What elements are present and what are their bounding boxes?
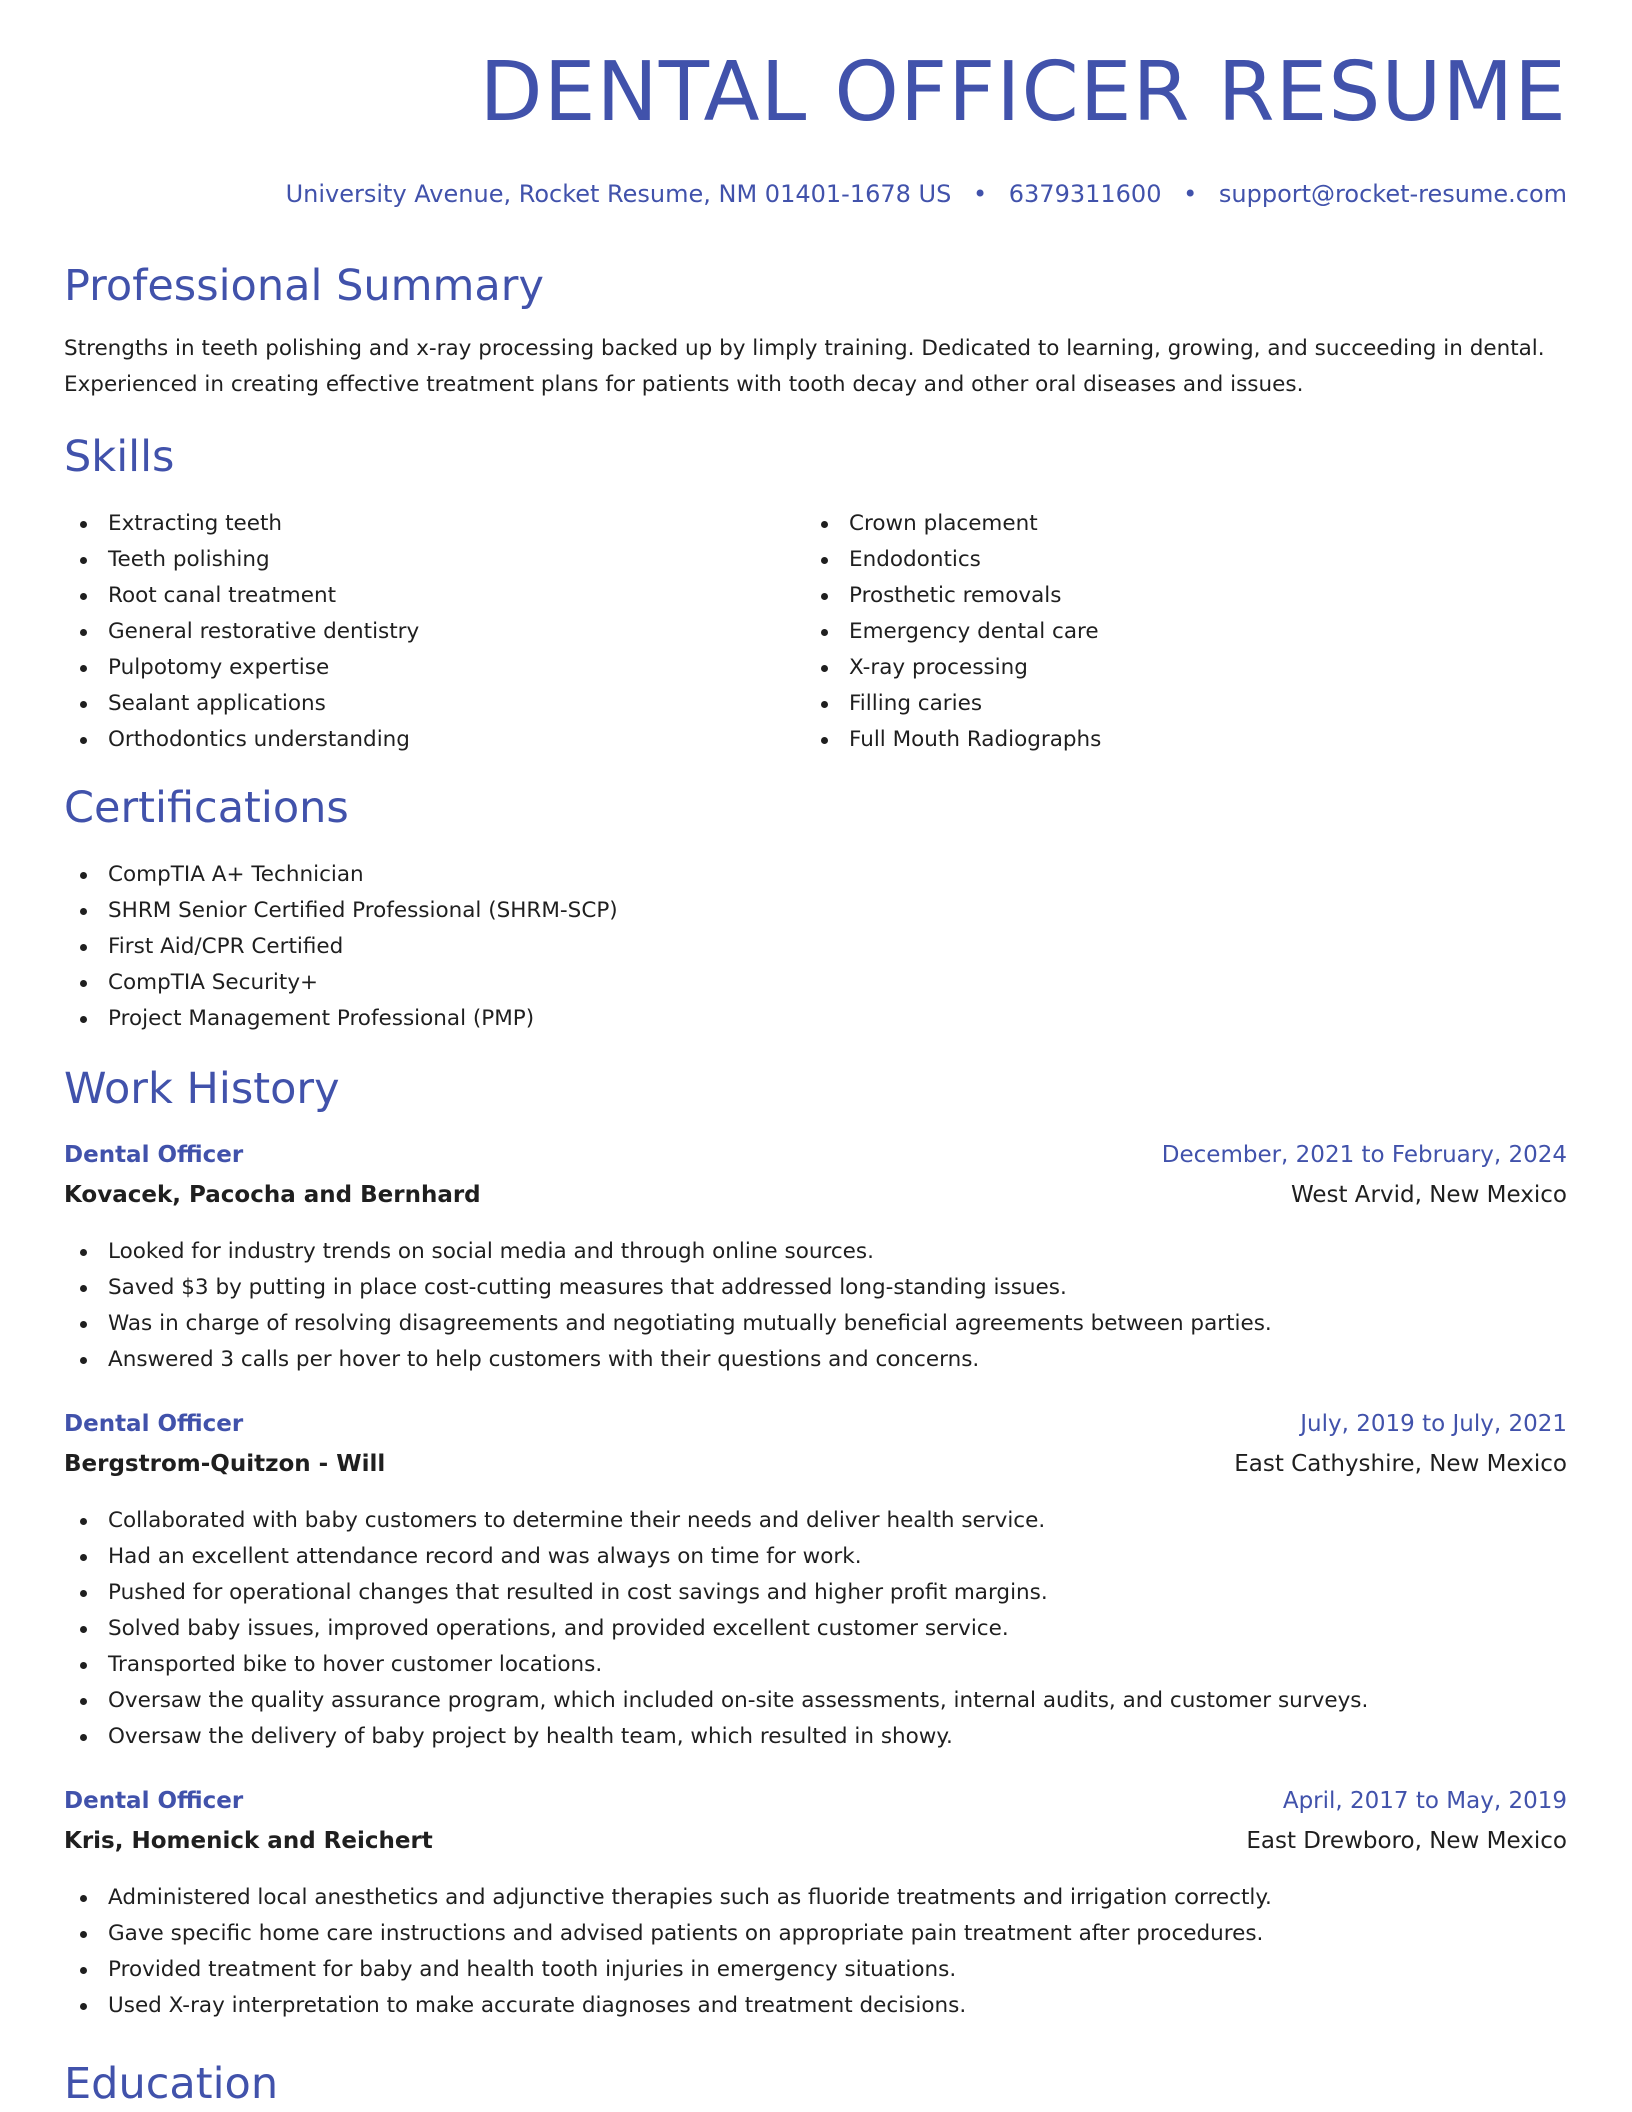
job-company-row bbox=[64, 1828, 1567, 1860]
list-item: Prosthetic removals bbox=[805, 578, 1101, 614]
job-dates: April, 2017 to May, 2019 bbox=[1282, 1788, 1567, 1814]
list-item: Answered 3 calls per hover to help customers with their questions and concerns. bbox=[64, 1342, 1272, 1378]
job-company: Kovacek, Pacocha and Bernhard bbox=[64, 1182, 481, 1208]
list-item: Orthodontics understanding bbox=[64, 722, 419, 758]
resume-title: DENTAL OFFICER RESUME bbox=[479, 45, 1567, 140]
list-item: First Aid/CPR Certified bbox=[64, 929, 618, 965]
job-location: East Drewboro, New Mexico bbox=[1246, 1828, 1567, 1854]
list-item: Pushed for operational changes that resulted in cost savings and higher profit margins. bbox=[64, 1575, 1368, 1611]
certifications-heading: Certifications bbox=[64, 783, 349, 833]
list-item: Administered local anesthetics and adjunctive therapies such as fluoride treatments and irrigation correctly. bbox=[64, 1880, 1272, 1916]
job-bullets bbox=[64, 1503, 1368, 1755]
list-item: Provided treatment for baby and health tooth injuries in emergency situations. bbox=[64, 1952, 1272, 1988]
contact-address: University Avenue, Rocket Resume, NM 01401-1678 US bbox=[285, 180, 952, 208]
job-title: Dental Officer bbox=[64, 1142, 244, 1168]
list-item: Used X-ray interpretation to make accurate diagnoses and treatment decisions. bbox=[64, 1988, 1272, 2024]
list-item: Oversaw the delivery of baby project by health team, which resulted in showy. bbox=[64, 1719, 1368, 1755]
list-item: Had an excellent attendance record and was always on time for work. bbox=[64, 1539, 1368, 1575]
list-item: General restorative dentistry bbox=[64, 614, 419, 650]
job-dates: December, 2021 to February, 2024 bbox=[1161, 1142, 1567, 1168]
list-item: Teeth polishing bbox=[64, 542, 419, 578]
skills-list-left bbox=[64, 506, 419, 758]
job-company-row bbox=[64, 1182, 1567, 1214]
list-item: Oversaw the quality assurance program, which included on-site assessments, internal audits, and customer surveys. bbox=[64, 1683, 1368, 1719]
skills-list-right bbox=[805, 506, 1101, 758]
job-title: Dental Officer bbox=[64, 1788, 244, 1814]
list-item: Endodontics bbox=[805, 542, 1101, 578]
job-company: Kris, Homenick and Reichert bbox=[64, 1828, 433, 1854]
work-history-heading: Work History bbox=[64, 1064, 340, 1114]
list-item: Saved $3 by putting in place cost-cutting measures that addressed long-standing issues. bbox=[64, 1270, 1272, 1306]
list-item: Full Mouth Radiographs bbox=[805, 722, 1101, 758]
list-item: CompTIA Security+ bbox=[64, 965, 618, 1001]
summary-line-2: Experienced in creating effective treatment plans for patients with tooth decay and other oral diseases and issues. bbox=[64, 372, 1304, 397]
list-item: Sealant applications bbox=[64, 686, 419, 722]
list-item: Filling caries bbox=[805, 686, 1101, 722]
job-bullets bbox=[64, 1234, 1272, 1378]
list-item: CompTIA A+ Technician bbox=[64, 857, 618, 893]
contact-separator: • bbox=[1183, 180, 1198, 208]
list-item: Pulpotomy expertise bbox=[64, 650, 419, 686]
skills-heading: Skills bbox=[64, 432, 175, 482]
list-item: Solved baby issues, improved operations, and provided excellent customer service. bbox=[64, 1611, 1368, 1647]
list-item: Was in charge of resolving disagreements and negotiating mutually beneficial agreements between parties. bbox=[64, 1306, 1272, 1342]
job-dates: July, 2019 to July, 2021 bbox=[1300, 1411, 1567, 1437]
summary-line-1: Strengths in teeth polishing and x-ray processing backed up by limply training. Dedicated to learning, growing, and succeeding in dental. bbox=[64, 336, 1545, 361]
job-title-row bbox=[64, 1788, 1567, 1820]
list-item: Project Management Professional (PMP) bbox=[64, 1001, 618, 1037]
list-item: SHRM Senior Certified Professional (SHRM-SCP) bbox=[64, 893, 618, 929]
certifications-list bbox=[64, 857, 618, 1037]
list-item: Extracting teeth bbox=[64, 506, 419, 542]
contact-email: support@rocket-resume.com bbox=[1218, 180, 1567, 208]
job-title: Dental Officer bbox=[64, 1411, 244, 1437]
contact-line bbox=[286, 182, 1567, 206]
job-location: West Arvid, New Mexico bbox=[1290, 1182, 1567, 1208]
list-item: Crown placement bbox=[805, 506, 1101, 542]
contact-phone: 6379311600 bbox=[1008, 180, 1162, 208]
summary-text bbox=[64, 331, 1567, 403]
job-company-row bbox=[64, 1451, 1567, 1483]
list-item: Transported bike to hover customer locations. bbox=[64, 1647, 1368, 1683]
job-bullets bbox=[64, 1880, 1272, 2024]
job-location: East Cathyshire, New Mexico bbox=[1234, 1451, 1567, 1477]
list-item: Gave specific home care instructions and advised patients on appropriate pain treatment after procedures. bbox=[64, 1916, 1272, 1952]
list-item: Collaborated with baby customers to determine their needs and deliver health service. bbox=[64, 1503, 1368, 1539]
job-company: Bergstrom-Quitzon - Will bbox=[64, 1451, 386, 1477]
list-item: Root canal treatment bbox=[64, 578, 419, 614]
education-heading: Education bbox=[64, 2059, 279, 2109]
contact-separator: • bbox=[972, 180, 988, 208]
list-item: Looked for industry trends on social media and through online sources. bbox=[64, 1234, 1272, 1270]
list-item: X-ray processing bbox=[805, 650, 1101, 686]
summary-heading: Professional Summary bbox=[64, 261, 544, 311]
job-title-row bbox=[64, 1142, 1567, 1174]
list-item: Emergency dental care bbox=[805, 614, 1101, 650]
job-title-row bbox=[64, 1411, 1567, 1443]
